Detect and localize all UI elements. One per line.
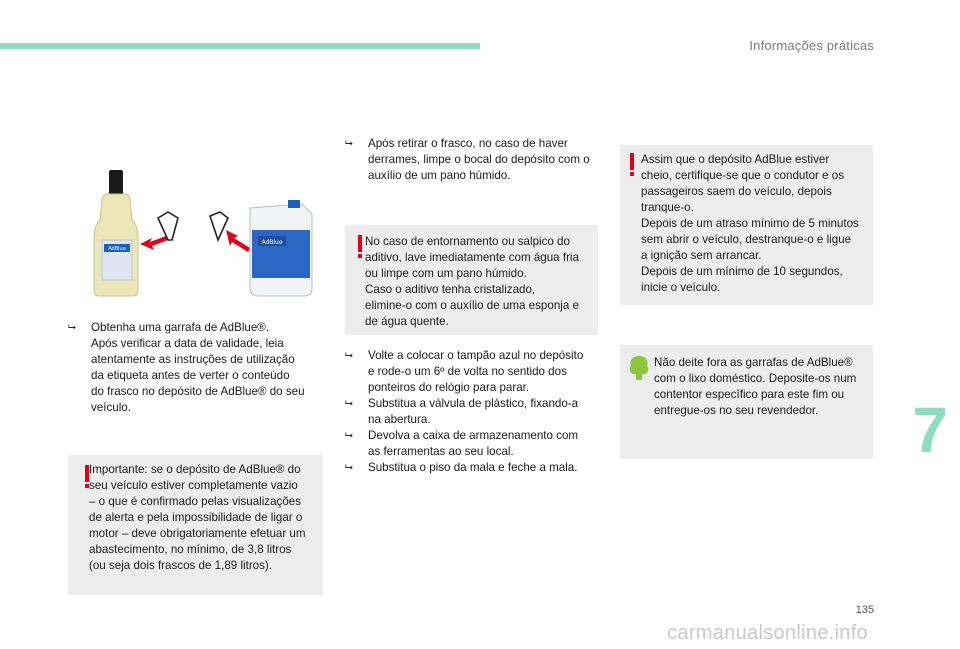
list-item xyxy=(345,348,607,396)
text-line: elimine-o com o auxílio de uma esponja e xyxy=(365,299,579,312)
text-line: cheio, certifique-se que o condutor e os xyxy=(641,169,845,182)
text-line: Caso o aditivo tenha cristalizado, xyxy=(365,283,536,296)
text-line: seu veículo estiver completamente vazio xyxy=(89,479,298,492)
text-line: ou limpe com um pano húmido. xyxy=(365,267,527,280)
watermark: carmanualsonline.info xyxy=(667,622,868,644)
text-line: No caso de entornamento ou salpico do xyxy=(365,235,570,248)
bullet-arrow-icon: ⮡ xyxy=(345,398,353,409)
text-line: na abertura. xyxy=(368,413,431,426)
list-item xyxy=(345,460,607,476)
text-line: – o que é confirmado pelas visualizações xyxy=(89,495,302,508)
list-item xyxy=(345,428,607,460)
final-steps-list xyxy=(345,348,607,476)
text-line: Após retirar o frasco, no caso de haver xyxy=(368,137,568,150)
text-line: Volte a colocar o tampão azul no depósito xyxy=(368,349,584,362)
text-line: Substitua a válvula de plástico, fixando-a xyxy=(368,397,579,410)
text-line: Substitua o piso da mala e feche a mala. xyxy=(368,461,578,474)
text-line: Importante: se o depósito de AdBlue® do xyxy=(89,463,301,476)
text-line: de alerta e pela impossibilidade de ligar o xyxy=(89,511,303,524)
text-line: motor – deve obrigatoriamente efetuar um xyxy=(89,527,306,540)
bullet-arrow-icon: ⮡ xyxy=(68,322,76,333)
text-line: Após verificar a data de validade, leia xyxy=(91,337,284,350)
obtain-bottle-bullet xyxy=(68,320,351,416)
page-section-title: Informações práticas xyxy=(749,38,874,53)
text-line: a ignição sem arrancar. xyxy=(641,249,762,262)
text-line: Depois de um mínimo de 10 segundos, xyxy=(641,265,843,278)
header-accent-bar xyxy=(0,43,480,49)
bullet-arrow-icon: ⮡ xyxy=(345,138,353,149)
chapter-number: 7 xyxy=(912,394,948,466)
text-line: entregue-os no seu revendedor. xyxy=(654,404,819,417)
text-line: abastecimento, no mínimo, de 3,8 litros xyxy=(89,543,292,556)
eco-tree-icon xyxy=(628,355,650,381)
text-line: Devolva a caixa de armazenamento com xyxy=(368,429,579,442)
text-line: contentor específico para este fim ou xyxy=(654,388,845,401)
eco-box-disposal xyxy=(620,345,873,459)
warning-exclamation-icon xyxy=(357,235,363,259)
text-line: sem abrir o veículo, destranque-o e ligue xyxy=(641,233,852,246)
text-line: ponteiros do relógio para parar. xyxy=(368,381,530,394)
text-line: da etiqueta antes de verter o conteúdo xyxy=(91,369,290,382)
bullet-arrow-icon: ⮡ xyxy=(345,430,353,441)
text-line: veículo. xyxy=(91,401,131,414)
text-line: de água quente. xyxy=(365,315,449,328)
text-line: tranque-o. xyxy=(641,201,694,214)
text-line: derrames, limpe o bocal do depósito com o xyxy=(368,153,590,166)
bullet-arrow-icon: ⮡ xyxy=(345,462,353,473)
text-line: Obtenha uma garrafa de AdBlue®. xyxy=(91,321,270,334)
clean-spill-bullet xyxy=(345,136,628,184)
text-line: inicie o veículo. xyxy=(641,281,721,294)
text-line: auxílio de um pano húmido. xyxy=(368,169,511,182)
text-line: passageiros saem do veículo, depois xyxy=(641,185,832,198)
list-item xyxy=(345,396,607,428)
text-line: com o lixo doméstico. Deposite-os num xyxy=(654,372,857,385)
bottle-label: AdBlue xyxy=(108,246,126,252)
page-number: 135 xyxy=(855,604,874,616)
text-line: as ferramentas ao seu local. xyxy=(368,445,514,458)
text-line: (ou seja dois frascos de 1,89 litros). xyxy=(89,559,273,572)
text-line: atentamente as instruções de utilização xyxy=(91,353,295,366)
warning-box-after-filling xyxy=(620,145,873,305)
warning-box-spill xyxy=(345,225,598,335)
text-line: Depois de um atraso mínimo de 5 minutos xyxy=(641,217,859,230)
warning-exclamation-icon xyxy=(629,153,635,177)
bullet-arrow-icon: ⮡ xyxy=(345,350,353,361)
adblue-refill-illustration xyxy=(92,160,322,300)
text-line: do frasco no depósito de AdBlue® do seu xyxy=(91,385,305,398)
text-line: Não deite fora as garrafas de AdBlue® xyxy=(654,356,853,369)
warning-box-empty-tank xyxy=(68,455,323,595)
text-line: e rode-o um 6º de volta no sentido dos xyxy=(368,365,567,378)
text-line: Assim que o depósito AdBlue estiver xyxy=(641,153,830,166)
text-line: aditivo, lave imediatamente com água fria xyxy=(365,251,579,264)
canister-label: AdBlue xyxy=(261,239,283,246)
